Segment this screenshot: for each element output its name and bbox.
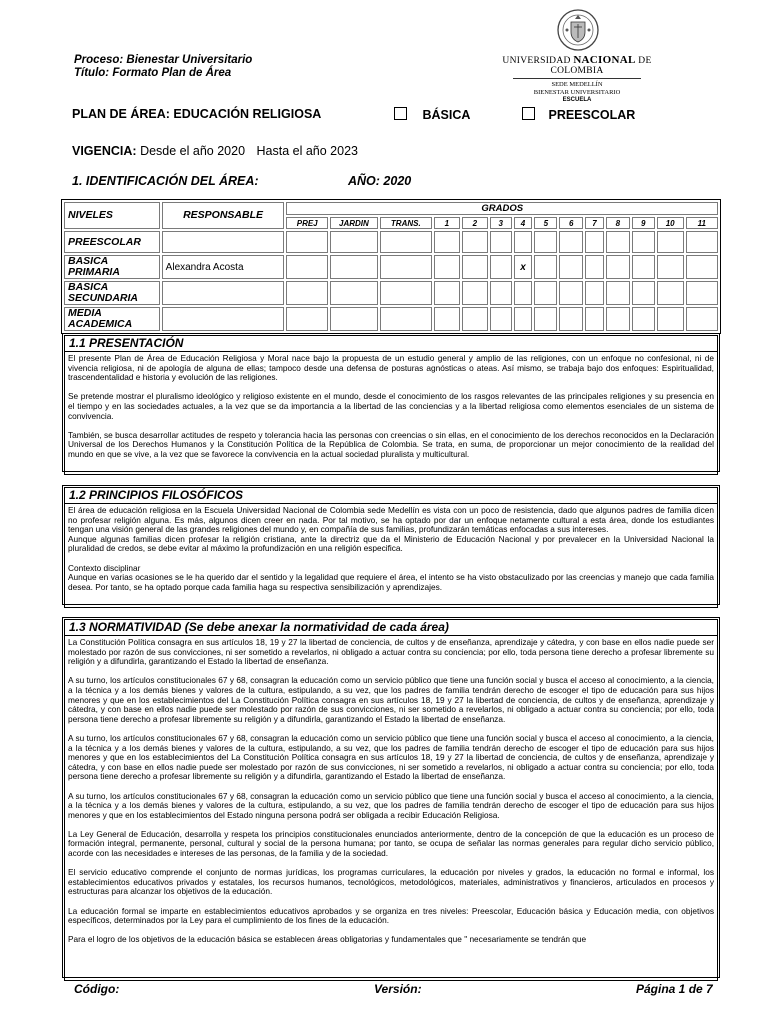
grado-cell — [585, 231, 604, 253]
responsable-cell: Alexandra Acosta — [162, 255, 285, 279]
grado-cell — [514, 231, 533, 253]
section-paragraph: Contexto disciplinar Aunque en varias ocasiones se le ha querido dar el sentido y la legalidad que requiere el área, el intento se ha visto obstaculizado por las creencias y manejo que cada familia desea. Por tanto, se ha optado porque cada familia haga su respectiva sensibilización y aprendizajes. — [68, 562, 714, 592]
vigencia-desde: Desde el año 2020 — [140, 144, 246, 158]
grado-cell — [434, 255, 460, 279]
grado-cell — [657, 281, 684, 305]
table-row — [64, 281, 718, 305]
vigencia-hasta: Hasta el año 2023 — [256, 144, 358, 158]
grado-cell — [632, 231, 655, 253]
grado-cell — [286, 255, 328, 279]
section-principios — [62, 485, 720, 605]
grado-cell — [686, 281, 718, 305]
grado-cell — [585, 281, 604, 305]
grado-cell — [606, 255, 630, 279]
grado-cell — [606, 231, 630, 253]
section-paragraph: A su turno, los artículos constitucionales 67 y 68, consagran la educación como un servicio público que tiene una función social y busca el acceso al conocimiento, a la ciencia, a la técnica y a los demás bienes y valores de la cultura, estipulando, a su vez, que los padres de familia tendrán derecho de escoger el tipo de educación para sus hijos menores y que en los establecimientos del La Constitución Política consagra en sus artículos 18, 19 y 27 la libertad de conciencia, de cultos y de enseñanza, aprendizaje y cátedra, y con base en ellos nadie puede ser molestado por razón de sus convicciones, ni ser sometido a revelarlos, ni obligado a actuar contra su conciencia; por ello, toda persona tiene derecho a profesar libremente su religión y a difundirla, garantizando el Estado la libertad de enseñanza. — [68, 732, 714, 782]
section-body — [64, 504, 718, 608]
grado-cell — [462, 255, 488, 279]
proceso-label: Proceso: Bienestar Universitario — [74, 54, 253, 66]
bienestar-label: BIENESTAR UNIVERSITARIO — [533, 88, 621, 96]
identificacion-title: 1. IDENTIFICACIÓN DEL ÁREA: — [72, 174, 259, 188]
grado-cell — [462, 307, 488, 331]
header-grados: GRADOS — [286, 202, 718, 215]
grado-cell — [490, 255, 512, 279]
nivel-cell: BASICA SECUNDARIA — [64, 281, 160, 305]
grado-cell — [559, 255, 583, 279]
grado-cell — [632, 255, 655, 279]
section-normatividad — [62, 617, 720, 978]
grado-cell — [490, 281, 512, 305]
grado-header: 4 — [514, 217, 533, 229]
basica-checkbox[interactable] — [394, 107, 407, 120]
section-paragraph: Para el logro de los objetivos de la educación básica se establecen áreas obligatorias y fundamentales que " necesariamente se tendrán que — [68, 934, 587, 945]
grado-cell — [286, 307, 328, 331]
grado-cell — [434, 231, 460, 253]
section-paragraph: La educación formal se imparte en establecimientos educativos aprobados y se organiza en tres niveles: Preescolar, Educación básica y Educación media, con objetivos específicos, determinados por la Ley para el cumplimiento de los fines de la educación. — [68, 905, 714, 926]
grado-cell — [330, 255, 378, 279]
section-paragraph: La Ley General de Educación, desarrolla y respeta los principios constitucionales enunciados anteriormente, dentro de la concepción de que la educación es un proceso de formación integral, permanente, personal, cultural y social de la persona humana; por tanto, se ocupa de señalar las normas generales para regular dicho servicio público, acorde con las necesidades e intereses de las personas, de la familia y de la sociedad. — [68, 828, 714, 859]
plan-title: PLAN DE ÁREA: EDUCACIÓN RELIGIOSA — [72, 107, 322, 121]
grado-cell: x — [514, 255, 533, 279]
section-paragraph: El área de educación religiosa en la Escuela Universidad Nacional de Colombia sede Medellín es vista con un poco de resistencia, dado que algunos padres de familia dicen no profesar religión alguna. Es más, algunos dicen creer en nada. Por tal motivo, se ha optado por dar un enfoque netamente cultural a esta área, donde los estudiantes tengan una visión general de las grandes religiones del mundo y, en compañía de sus familias, profundizarán temáticas enfocadas a sus intereses. Aunque algunas familias dicen profesar la religión cristiana, ante la directriz que da el Ministerio de Educación Nacional y por prevalecer en la Universidad Nacional la pluralidad de credos, se debe evitar al máximo la profundización en una religión especifica. — [68, 505, 714, 554]
footer-version: Versión: — [374, 982, 422, 996]
grado-cell — [514, 281, 533, 305]
nivel-cell: PREESCOLAR — [64, 231, 160, 253]
section-title: 1.3 NORMATIVIDAD (Se debe anexar la normatividad de cada área) — [64, 619, 718, 636]
grado-cell — [380, 231, 432, 253]
section-body — [64, 636, 718, 981]
grado-cell — [462, 231, 488, 253]
vigencia-row — [72, 144, 358, 158]
section-paragraph: El servicio educativo comprende el conjunto de normas jurídicas, los programas curriculares, la educación por niveles y grados, la educación no formal e informal, los establecimientos educativos privados y estatales, los recursos humanos, tecnológicos, metodológicos, materiales, administrativos y financieros, articulados en procesos y estructuras para alcanzar los objetivos de la educación. — [68, 867, 714, 897]
university-logo — [484, 6, 670, 103]
nivel-cell: MEDIA ACADEMICA — [64, 307, 160, 331]
grado-header: 6 — [559, 217, 583, 229]
grado-header: 8 — [606, 217, 630, 229]
grado-cell — [534, 281, 557, 305]
grado-cell — [657, 231, 684, 253]
grado-cell — [686, 255, 718, 279]
grado-cell — [380, 307, 432, 331]
grado-header: 9 — [632, 217, 655, 229]
vigencia-label: VIGENCIA: — [72, 144, 137, 158]
section-title: 1.1 PRESENTACIÓN — [64, 335, 718, 352]
grado-header: 7 — [585, 217, 604, 229]
section-paragraph: La Constitución Política consagra en sus artículos 18, 19 y 27 la libertad de conciencia, de cultos y de enseñanza, aprendizaje y cátedra, y con base en ellos nadie puede ser molestado por razón de sus convicciones, ni ser sometido a revelarlos, ni obligado a actuar contra su conciencia; por ello, toda persona tiene derecho a profesar libremente su religión y a difundirla, garantizando el Estado la libertad de enseñanza. — [68, 637, 714, 667]
grado-cell — [534, 231, 557, 253]
table-row — [64, 231, 718, 253]
sede-label: SEDE MEDELLÍN — [551, 81, 603, 88]
university-seal-icon — [557, 6, 599, 54]
grado-cell — [632, 307, 655, 331]
responsable-cell — [162, 281, 285, 305]
grado-header: 5 — [534, 217, 557, 229]
grado-header: PREJ — [286, 217, 328, 229]
table-row — [64, 307, 718, 331]
grado-header: 1 — [434, 217, 460, 229]
grado-cell — [559, 231, 583, 253]
grado-cell — [534, 255, 557, 279]
preescolar-option[interactable] — [522, 107, 635, 122]
grado-cell — [490, 231, 512, 253]
grado-header: 3 — [490, 217, 512, 229]
grado-header: 11 — [686, 217, 718, 229]
grado-cell — [330, 281, 378, 305]
section-paragraph: A su turno, los artículos constitucionales 67 y 68, consagran la educación como un servicio público que tiene una función social y busca el acceso al conocimiento, a la ciencia, a la técnica y a los demás bienes y valores de la cultura, estipulando, a su vez, que los padres de familia tendrán derecho de escoger el tipo de educación para sus hijos menores y que en los establecimientos del La Constitución Política consagra en sus artículos 18, 19 y 27 la libertad de conciencia, de cultos y de enseñanza, aprendizaje y cátedra, y con base en ellos nadie puede ser molestado por razón de sus convicciones, ni ser sometido a revelarlos, ni obligado a actuar contra su conciencia; por ello, toda persona tiene derecho a profesar libremente su religión y a difundirla, garantizando el Estado la libertad de enseñanza. — [68, 675, 714, 724]
grado-cell — [657, 255, 684, 279]
section-paragraph: El presente Plan de Área de Educación Religiosa y Moral nace bajo la propuesta de un estudio general y amplio de las religiones, con un enfoque no confesional, ni de vivencia religiosa, ni de apología de alguna de ellas; tampoco desde una defensa de posturas agnósticas o ateas. Así mismo, se trabaja bajo dos enfoques: Espiritualidad, trascendentalidad e historia y evolución de las religiones. — [68, 353, 714, 383]
grado-cell — [462, 281, 488, 305]
grado-cell — [286, 281, 328, 305]
grado-cell — [585, 255, 604, 279]
table-row — [64, 255, 718, 279]
grado-cell — [380, 281, 432, 305]
header-responsable: RESPONSABLE — [162, 202, 285, 229]
section-presentacion — [62, 333, 720, 472]
grado-cell — [330, 307, 378, 331]
grado-cell — [490, 307, 512, 331]
footer-pagina: Página 1 de 7 — [636, 982, 713, 996]
grado-cell — [606, 307, 630, 331]
section-title: 1.2 PRINCIPIOS FILOSÓFICOS — [64, 487, 718, 504]
grado-cell — [434, 307, 460, 331]
nivel-cell: BASICA PRIMARIA — [64, 255, 160, 279]
grado-cell — [286, 231, 328, 253]
grado-cell — [514, 307, 533, 331]
escuela-label: ESCUELA — [562, 97, 592, 103]
grado-header: 10 — [657, 217, 684, 229]
basica-option[interactable] — [394, 107, 470, 122]
grado-header: JARDIN — [330, 217, 378, 229]
grado-header: 2 — [462, 217, 488, 229]
section-paragraph: A su turno, los artículos constitucionales 67 y 68, consagran la educación como un servicio público que tiene una función social y busca el acceso al conocimiento, a la ciencia, a la técnica y a los demás bienes y valores de la cultura, estipulando, a su vez, que los padres de familia tendrán derecho de escoger el tipo de educación para sus hijos menores y que en los establecimientos del Estado ninguna persona podrá ser obligada a recibir Educación Religiosa. — [68, 790, 714, 820]
grado-cell — [606, 281, 630, 305]
preescolar-label: PREESCOLAR — [548, 108, 636, 122]
header-niveles: NIVELES — [64, 202, 160, 229]
niveles-table — [61, 199, 721, 334]
responsable-cell — [162, 307, 285, 331]
grado-cell — [434, 281, 460, 305]
grado-cell — [534, 307, 557, 331]
grado-header: TRANS. — [380, 217, 432, 229]
grado-cell — [686, 231, 718, 253]
section-body — [64, 352, 718, 475]
section-paragraph: Se pretende mostrar el pluralismo ideológico y religioso existente en el mundo, desde el conocimiento de los rasgos relevantes de las principales religiones y su presencia en el tiempo y en las sociedades actuales, a la vez que se da importancia a la libertad de las conciencias y a la libertad religiosa como elementos esenciales de un sistema de convivencia. — [68, 391, 714, 421]
titulo-label: Título: Formato Plan de Área — [74, 67, 232, 79]
section-paragraph: También, se busca desarrollar actitudes de respeto y tolerancia hacia las personas con creencias o sin ellas, en el conocimiento de los derechos reconocidos en la Declaración Universal de los Derechos Humanos y la Constitución Política de la República de Colombia. Se trata, en suma, de proporcionar un mejor conocimiento de la realidad del mundo en que se vive, a la vez que se favorece la convivencia en la actual sociedad pluralista y multicultural. — [68, 429, 714, 459]
grado-cell — [686, 307, 718, 331]
responsable-cell — [162, 231, 285, 253]
university-name: UNIVERSIDAD NACIONAL DE COLOMBIA — [502, 54, 652, 76]
grado-cell — [559, 307, 583, 331]
preescolar-checkbox[interactable] — [522, 107, 535, 120]
grado-cell — [657, 307, 684, 331]
grado-cell — [559, 281, 583, 305]
identificacion-anio: AÑO: 2020 — [348, 174, 412, 188]
grado-cell — [330, 231, 378, 253]
grado-cell — [632, 281, 655, 305]
grado-cell — [585, 307, 604, 331]
grado-cell — [380, 255, 432, 279]
footer-codigo: Código: — [74, 982, 120, 996]
basica-label: BÁSICA — [422, 108, 471, 122]
